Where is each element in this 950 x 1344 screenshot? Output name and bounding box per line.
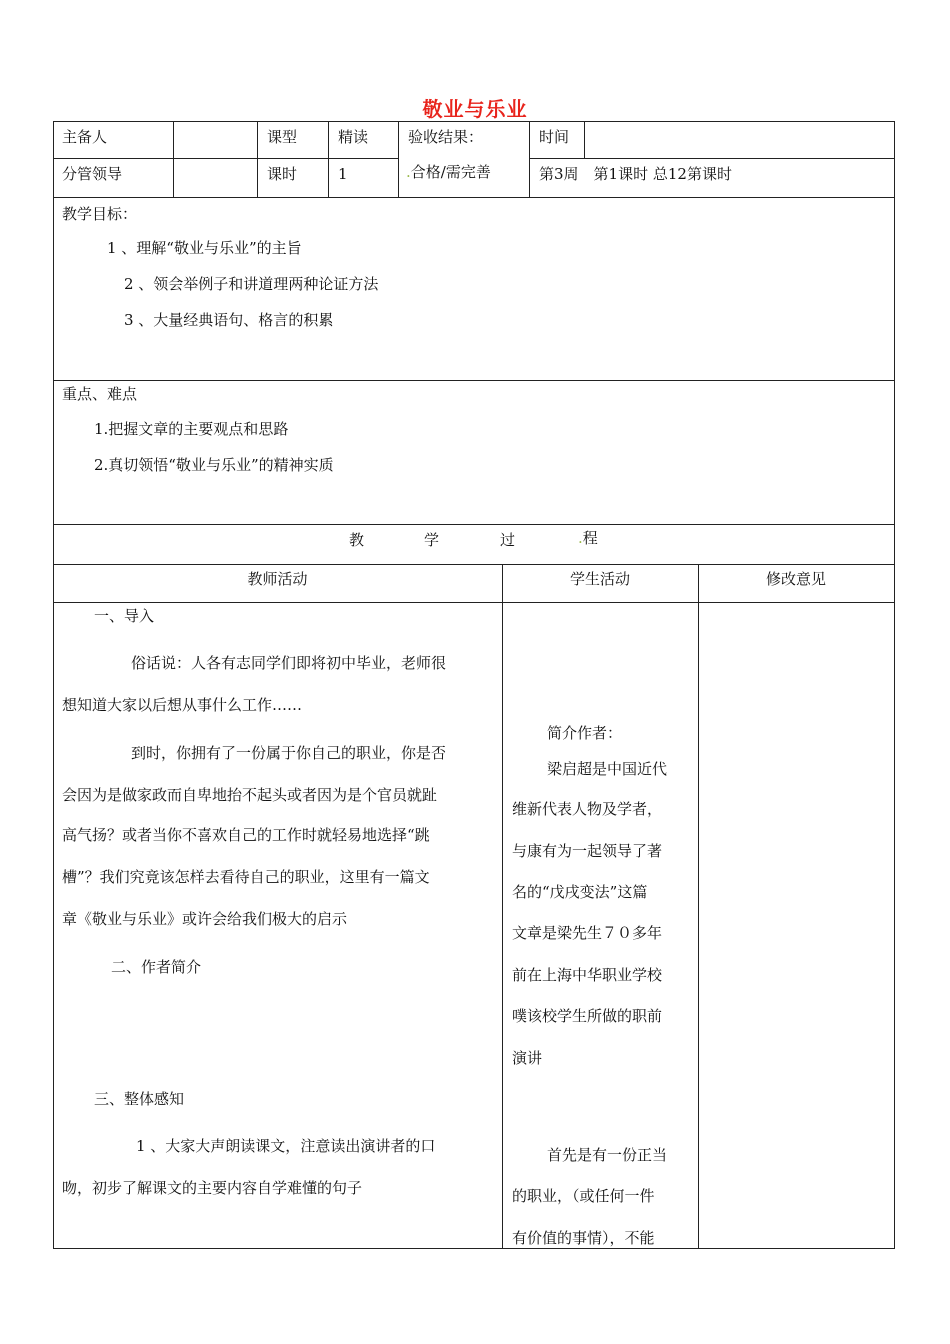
student-text-line: 首先是有一份正当 — [547, 1146, 668, 1164]
student-text-line: 梁启超是中国近代 — [547, 760, 668, 778]
student-text-line: 前在上海中华职业学校 — [512, 966, 663, 984]
goals-heading: 教学目标： — [62, 205, 138, 223]
acceptance-label: 验收结果： — [408, 128, 484, 146]
keypoints-heading: 重点、难点 — [62, 385, 138, 403]
process-char: 学 — [424, 531, 440, 549]
process-char: .程 — [578, 529, 598, 547]
goal-item: 1 、理解“敬业与乐业”的主旨 — [107, 239, 302, 257]
goal-item: 2 、领会举例子和讲道理两种论证方法 — [124, 275, 379, 293]
teacher-text-line: 到时，你拥有了一份属于你自己的职业，你是否 — [131, 744, 447, 762]
revision-header: 修改意见 — [765, 570, 826, 588]
teacher-text-line: 吻，初步了解课文的主要内容自学难懂的句子 — [62, 1179, 363, 1197]
acceptance-value: .合格/需完善 — [406, 163, 491, 181]
student-text-line: 维新代表人物及学者， — [512, 800, 663, 818]
keypoint-item: 2.真切领悟“敬业与乐业”的精神实质 — [94, 456, 334, 474]
student-text-line: 简介作者： — [547, 724, 623, 742]
teacher-activity-header: 教师活动 — [247, 570, 308, 588]
student-text-line: 演讲 — [512, 1049, 543, 1067]
student-text-line: 文章是梁先生７０多年 — [512, 924, 663, 942]
lesson-hours-value: 1 — [338, 165, 348, 183]
teacher-text-line: 高气扬？或者当你不喜欢自己的工作时就轻易地选择“跳 — [62, 826, 430, 844]
student-text-line: 噗该校学生所做的职前 — [512, 1007, 663, 1025]
teacher-text-line: 想知道大家以后想从事什么工作…… — [62, 696, 303, 714]
process-char: 教 — [349, 531, 365, 549]
section-intro: 一、导入 — [94, 607, 155, 625]
keypoint-item: 1.把握文章的主要观点和思路 — [94, 420, 289, 438]
student-text-line: 有价值的事情），不能 — [512, 1229, 655, 1247]
preparer-label: 主备人 — [62, 128, 108, 146]
teacher-text-line: 会因为是做家政而自卑地抬不起头或者因为是个官员就趾 — [62, 786, 438, 804]
lesson-type-value: 精读 — [338, 128, 369, 146]
supervisor-label: 分管领导 — [62, 165, 123, 183]
goal-item: 3 、大量经典语句、格言的积累 — [124, 311, 334, 329]
lesson-hours-label: 课时 — [267, 165, 298, 183]
teacher-text-line: 章《敬业与乐业》或许会给我们极大的启示 — [62, 910, 348, 928]
teacher-text-line: 1 、大家大声朗读课文，注意读出演讲者的口 — [136, 1137, 436, 1155]
section-author: 二、作者简介 — [111, 958, 202, 976]
student-activity-header: 学生活动 — [569, 570, 630, 588]
document-title: 敬业与乐业 — [422, 97, 528, 121]
teacher-text-line: 槽”？我们究竟该怎样去看待自己的职业，这里有一篇文 — [62, 868, 430, 886]
section-overview: 三、整体感知 — [94, 1090, 185, 1108]
student-text-line: 与康有为一起领导了著 — [512, 842, 663, 860]
student-text-line: 名的“戊戌变法”这篇 — [512, 883, 648, 901]
schedule-value: 第3周 第1课时 总12第课时 — [539, 165, 732, 183]
time-label: 时间 — [539, 128, 570, 146]
teacher-text-line: 俗话说：人各有志同学们即将初中毕业，老师很 — [131, 654, 447, 672]
lesson-type-label: 课型 — [267, 128, 298, 146]
student-text-line: 的职业，（或任何一件 — [512, 1187, 655, 1205]
process-char: 过 — [500, 531, 516, 549]
